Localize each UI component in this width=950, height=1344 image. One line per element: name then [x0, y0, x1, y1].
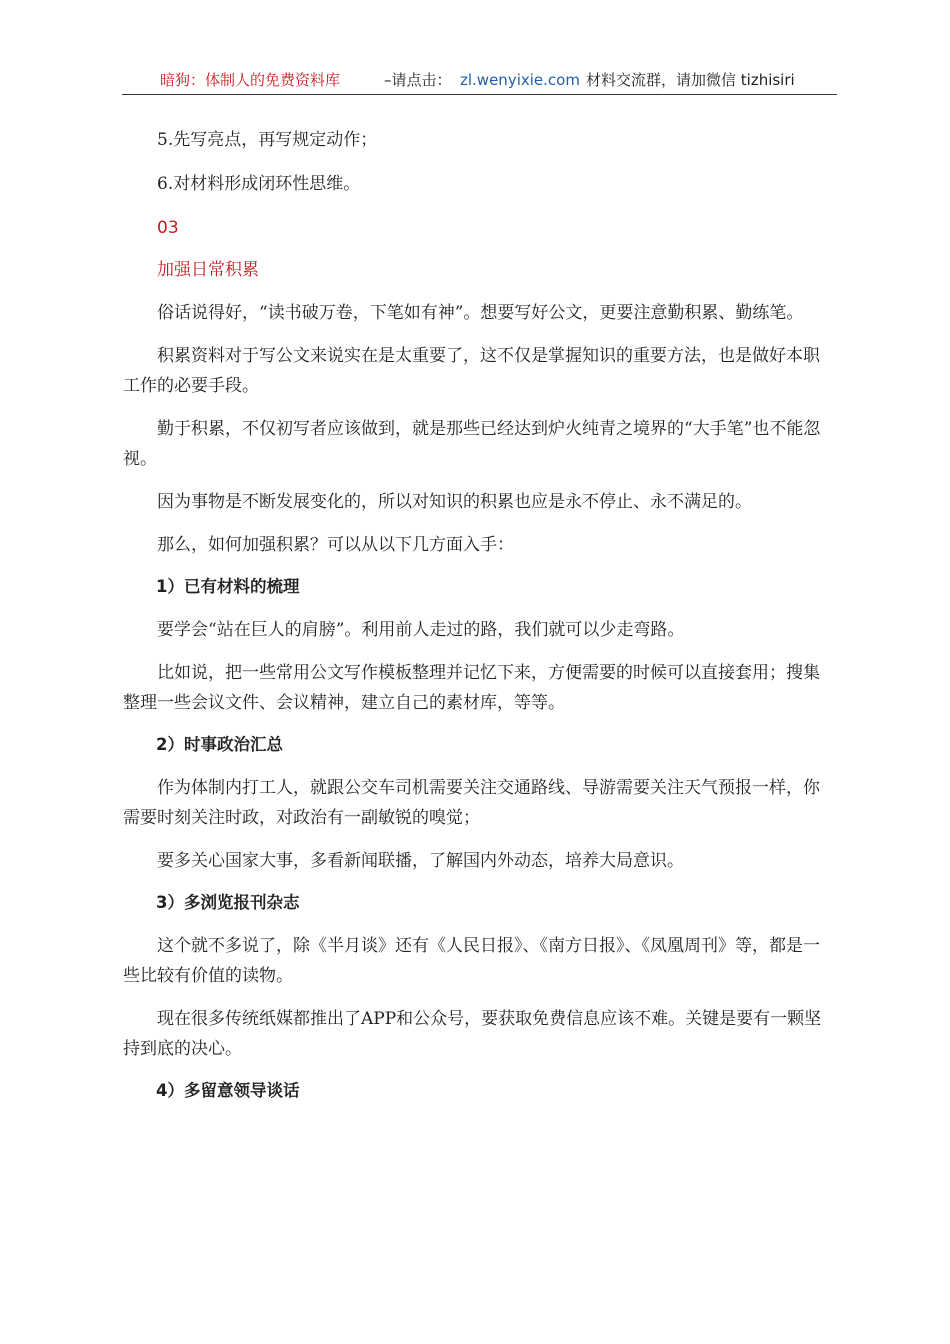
- page-header: [122, 68, 837, 95]
- header-site-link[interactable]: zl.wenyixie.com: [460, 71, 580, 89]
- subheading-1: 1）已有材料的梳理: [156, 577, 300, 596]
- paragraph-5: 那么，如何加强积累？可以从以下几方面入手：: [157, 535, 514, 555]
- section-title: 加强日常积累: [157, 260, 259, 280]
- paragraph-2: 积累资料对于写公文来说实在是太重要了，这不仅是掌握知识的重要方法，也是做好本职工作的必要手段。: [123, 346, 820, 396]
- header-click-prompt: –请点击：: [384, 71, 452, 89]
- subheading-4: 4）多留意领导谈话: [156, 1081, 300, 1100]
- section-number: 03: [157, 218, 179, 238]
- paragraph-3: 勤于积累，不仅初写者应该做到，就是那些已经达到炉火纯青之境界的“大手笔”也不能忽视。: [123, 419, 821, 469]
- paragraph-9: 要多关心国家大事，多看新闻联播，了解国内外动态，培养大局意识。: [157, 851, 684, 871]
- subheading-3: 3）多浏览报刊杂志: [156, 893, 300, 912]
- subheading-2: 2）时事政治汇总: [156, 735, 283, 754]
- paragraph-4: 因为事物是不断发展变化的，所以对知识的积累也应是永不停止、永不满足的。: [157, 492, 752, 512]
- paragraph-10: 这个就不多说了，除《半月谈》还有《人民日报》、《南方日报》、《凤凰周刊》等，都是一些比较有价值的读物。: [123, 936, 820, 986]
- document-body: [123, 126, 836, 1119]
- header-wechat-group: 材料交流群，请加微信 tizhisiri: [586, 71, 795, 89]
- header-title: 暗狗：体制人的免费资料库: [160, 71, 341, 89]
- paragraph-7: 比如说，把一些常用公文写作模板整理并记忆下来，方便需要的时候可以直接套用；搜集整理一些会议文件、会议精神，建立自己的素材库，等等。: [123, 663, 820, 713]
- list-item-5: 5.先写亮点，再写规定动作；: [157, 130, 378, 150]
- list-item-6: 6.对材料形成闭环性思维。: [157, 174, 361, 194]
- paragraph-1: 俗话说得好，“读书破万卷，下笔如有神”。想要写好公文，更要注意勤积累、勤练笔。: [157, 303, 804, 323]
- paragraph-8: 作为体制内打工人，就跟公交车司机需要关注交通路线、导游需要关注天气预报一样，你需要时刻关注时政，对政治有一副敏锐的嗅觉；: [123, 778, 820, 828]
- paragraph-6: 要学会“站在巨人的肩膀”。利用前人走过的路，我们就可以少走弯路。: [157, 620, 685, 640]
- paragraph-11: 现在很多传统纸媒都推出了APP和公众号，要获取免费信息应该不难。关键是要有一颗坚持到底的决心。: [123, 1009, 822, 1059]
